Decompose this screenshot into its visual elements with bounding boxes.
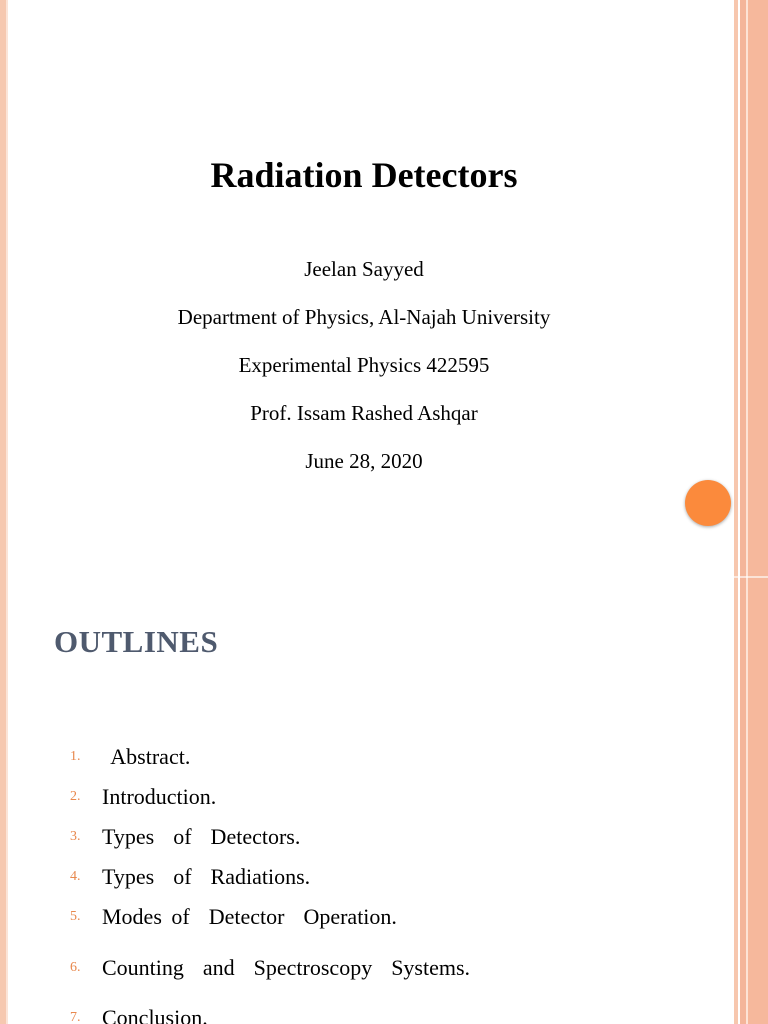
right-stripe-decoration (734, 0, 768, 1024)
list-item-text: Abstract. (102, 743, 191, 769)
list-item-text: Conclusion. (102, 1004, 208, 1024)
course-line: Experimental Physics 422595 (238, 353, 490, 377)
department-line: Department of Physics, Al-Najah University (177, 305, 551, 329)
list-item (48, 977, 208, 1024)
list-item-number: 3. (70, 828, 81, 844)
list-item-text: Introduction. (102, 783, 217, 809)
list-item-number: 2. (70, 788, 81, 804)
slide-title: Radiation Detectors (210, 155, 518, 195)
list-item-text: Counting and Spectroscopy Systems. (102, 954, 471, 980)
list-item-number: 4. (70, 868, 81, 884)
outlines-heading: OUTLINES (54, 624, 219, 659)
list-item-number: 5. (70, 908, 81, 924)
slide-divider (734, 576, 768, 578)
professor-line: Prof. Issam Rashed Ashqar (250, 401, 478, 425)
stripe (748, 0, 768, 1024)
list-item-text: Types of Radiations. (102, 863, 311, 889)
list-item-number: 1. (70, 748, 81, 764)
list-item-number: 7. (70, 1009, 81, 1024)
orange-circle-icon (685, 480, 731, 526)
date-line: June 28, 2020 (305, 449, 423, 473)
list-item-text: Modes of Detector Operation. (102, 903, 397, 929)
list-item-text: Types of Detectors. (102, 823, 301, 849)
author-name: Jeelan Sayyed (304, 257, 424, 281)
list-item-number: 6. (70, 959, 81, 975)
